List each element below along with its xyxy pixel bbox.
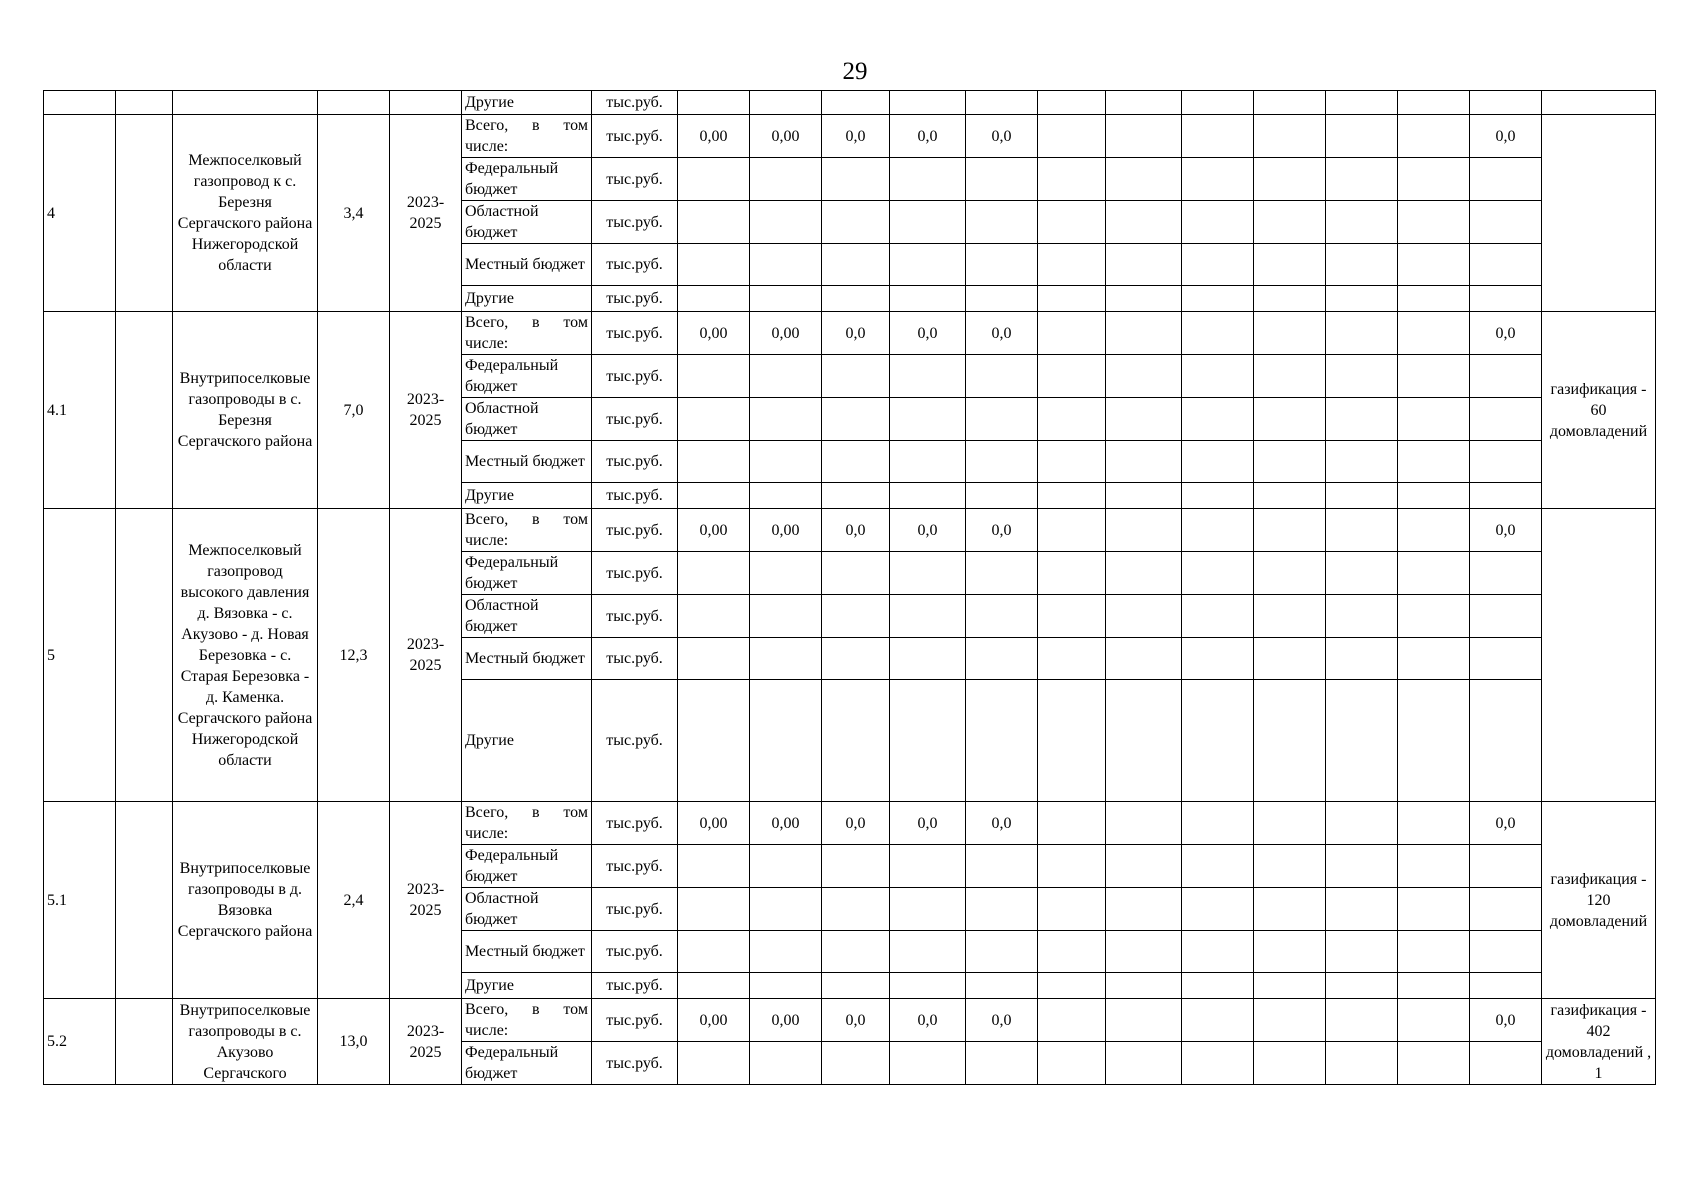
unit-cell: тыс.руб.: [592, 509, 678, 552]
value-cell-total: [1470, 680, 1542, 802]
unit-cell: тыс.руб.: [592, 973, 678, 999]
project-period: [390, 999, 462, 1085]
project-period: [390, 312, 462, 509]
value-cell: [890, 552, 966, 595]
value-cell-total: [1470, 845, 1542, 888]
value-cell: [822, 158, 890, 201]
value-cell: 0,00: [678, 999, 750, 1042]
value-cell: [966, 201, 1038, 244]
value-cell: [822, 638, 890, 680]
page-number: 29: [842, 58, 868, 85]
project-number: 5: [44, 509, 116, 802]
value-cell: [822, 1042, 890, 1085]
value-cell-total: 0,0: [1470, 999, 1542, 1042]
period-end: 2025: [409, 1043, 442, 1061]
source-cell: Местный бюджет: [462, 638, 592, 680]
value-cell: [966, 595, 1038, 638]
unit-cell: тыс.руб.: [592, 680, 678, 802]
value-cell-total: [1470, 355, 1542, 398]
value-cell: [678, 483, 750, 509]
period-end: 2025: [409, 902, 442, 919]
value-cell: 0,0: [966, 312, 1038, 355]
project-result: [1542, 509, 1656, 802]
value-cell: [678, 441, 750, 483]
source-cell: Областной бюджет: [462, 888, 592, 931]
value-cell: 0,0: [966, 509, 1038, 552]
value-cell: 0,00: [678, 115, 750, 158]
unit-cell: тыс.руб.: [592, 638, 678, 680]
value-cell-total: [1470, 201, 1542, 244]
project-number: 4.1: [44, 312, 116, 509]
value-cell: [678, 1042, 750, 1085]
project-length: 13,0: [318, 999, 390, 1085]
value-cell: [678, 158, 750, 201]
value-cell: [678, 845, 750, 888]
unit-cell: тыс.руб.: [592, 398, 678, 441]
value-cell: [966, 845, 1038, 888]
table-row: [44, 115, 1656, 158]
unit-cell: тыс.руб.: [592, 802, 678, 845]
source-cell: Всего, в том числе:: [462, 509, 592, 552]
project-number: 4: [44, 115, 116, 312]
value-cell-total: [1470, 638, 1542, 680]
value-cell: [822, 595, 890, 638]
value-cell-total: 0,0: [1470, 802, 1542, 845]
value-cell: [750, 888, 822, 931]
project-number: 5.1: [44, 802, 116, 999]
value-cell: 0,00: [678, 312, 750, 355]
value-cell: [678, 398, 750, 441]
value-cell: 0,0: [822, 509, 890, 552]
value-cell: 0,0: [966, 999, 1038, 1042]
value-cell: [890, 441, 966, 483]
value-cell: [822, 398, 890, 441]
source-cell: Федеральный бюджет: [462, 552, 592, 595]
value-cell: [966, 1042, 1038, 1085]
source-cell: Другие: [462, 483, 592, 509]
period-start: 2023-: [406, 194, 445, 211]
value-cell: [750, 973, 822, 999]
source-cell: Местный бюджет: [462, 931, 592, 973]
value-cell: [890, 973, 966, 999]
value-cell: [966, 680, 1038, 802]
value-cell: [678, 638, 750, 680]
value-cell: 0,0: [890, 115, 966, 158]
value-cell: [822, 973, 890, 999]
value-cell-total: [1470, 595, 1542, 638]
value-cell: [678, 680, 750, 802]
unit-cell: тыс.руб.: [592, 888, 678, 931]
value-cell-total: [1470, 158, 1542, 201]
value-cell: 0,0: [822, 312, 890, 355]
value-cell: [890, 638, 966, 680]
table-row: [44, 802, 1656, 845]
unit-cell: тыс.руб.: [592, 552, 678, 595]
project-period: [390, 509, 462, 802]
program-table: [43, 90, 1656, 1085]
unit-cell: тыс.руб.: [592, 91, 678, 115]
project-name: Внутрипоселковые газопроводы в д. Вязовка Сергачского района: [173, 802, 318, 999]
value-cell: [750, 286, 822, 312]
unit-cell: тыс.руб.: [592, 355, 678, 398]
value-cell-total: 0,0: [1470, 312, 1542, 355]
project-period: [390, 802, 462, 999]
value-cell: [966, 973, 1038, 999]
value-cell: [890, 398, 966, 441]
value-cell: [890, 845, 966, 888]
value-cell: [750, 483, 822, 509]
value-cell: 0,0: [966, 802, 1038, 845]
table-row: [44, 509, 1656, 552]
period-start: 2023-: [406, 391, 445, 408]
unit-cell: тыс.руб.: [592, 201, 678, 244]
value-cell: 0,0: [890, 999, 966, 1042]
source-cell: Федеральный бюджет: [462, 355, 592, 398]
value-cell: 0,00: [750, 115, 822, 158]
value-cell: [822, 931, 890, 973]
value-cell: [890, 888, 966, 931]
value-cell: [750, 1042, 822, 1085]
period-start: 2023-: [406, 881, 445, 898]
value-cell: [822, 355, 890, 398]
value-cell: [966, 638, 1038, 680]
period-end: 2025: [409, 412, 442, 429]
value-cell: [822, 552, 890, 595]
value-cell: [678, 931, 750, 973]
source-cell: Областной бюджет: [462, 201, 592, 244]
value-cell: 0,0: [890, 802, 966, 845]
value-cell: [750, 845, 822, 888]
period-start: 2023-: [406, 1022, 445, 1040]
unit-cell: тыс.руб.: [592, 158, 678, 201]
value-cell-total: [1470, 483, 1542, 509]
project-result: газификация - 60 домовладений: [1542, 312, 1656, 509]
value-cell: 0,00: [678, 509, 750, 552]
value-cell-total: [1470, 286, 1542, 312]
unit-cell: тыс.руб.: [592, 244, 678, 286]
project-length: 2,4: [318, 802, 390, 999]
table-row: [44, 91, 1656, 115]
value-cell: [966, 398, 1038, 441]
value-cell: [966, 286, 1038, 312]
value-cell: 0,00: [750, 509, 822, 552]
period-end: 2025: [409, 657, 442, 674]
value-cell: 0,0: [822, 115, 890, 158]
value-cell-total: [1470, 888, 1542, 931]
value-cell: [822, 441, 890, 483]
value-cell: [750, 595, 822, 638]
value-cell-total: [1470, 441, 1542, 483]
value-cell: [890, 1042, 966, 1085]
value-cell: [890, 286, 966, 312]
unit-cell: тыс.руб.: [592, 595, 678, 638]
project-number: 5.2: [44, 999, 116, 1085]
value-cell: [890, 483, 966, 509]
value-cell: [678, 244, 750, 286]
unit-cell: тыс.руб.: [592, 441, 678, 483]
source-cell: Всего, в том числе:: [462, 115, 592, 158]
value-cell: [966, 483, 1038, 509]
source-cell: Всего, в том числе:: [462, 999, 592, 1042]
unit-cell: тыс.руб.: [592, 931, 678, 973]
value-cell: [966, 441, 1038, 483]
project-result: газификация - 402 домовладений , 1: [1542, 999, 1656, 1085]
value-cell: [678, 286, 750, 312]
value-cell: 0,0: [822, 999, 890, 1042]
source-cell: Областной бюджет: [462, 398, 592, 441]
value-cell: [966, 244, 1038, 286]
value-cell: [890, 158, 966, 201]
value-cell: [750, 355, 822, 398]
value-cell: [678, 595, 750, 638]
value-cell-total: [1470, 931, 1542, 973]
table-row: [44, 312, 1656, 355]
value-cell: [678, 552, 750, 595]
value-cell: [750, 638, 822, 680]
source-cell: Областной бюджет: [462, 595, 592, 638]
project-period: [390, 115, 462, 312]
value-cell: [966, 552, 1038, 595]
source-cell: Другие: [462, 91, 592, 115]
value-cell: [966, 888, 1038, 931]
value-cell-total: 0,0: [1470, 509, 1542, 552]
project-name: Межпоселковый газопровод к с. Березня Сергачского района Нижегородской области: [173, 115, 318, 312]
value-cell-total: [1470, 244, 1542, 286]
table-row: [44, 999, 1656, 1042]
source-cell: Другие: [462, 286, 592, 312]
value-cell-total: [1470, 398, 1542, 441]
project-name: Внутрипоселковые газопроводы в с. Акузово Сергачского: [173, 999, 318, 1085]
source-cell: Другие: [462, 973, 592, 999]
value-cell: [890, 931, 966, 973]
value-cell: [822, 680, 890, 802]
source-cell: Федеральный бюджет: [462, 158, 592, 201]
value-cell: [750, 158, 822, 201]
unit-cell: тыс.руб.: [592, 999, 678, 1042]
value-cell: [750, 244, 822, 286]
value-cell: [750, 931, 822, 973]
value-cell: [890, 595, 966, 638]
value-cell: [890, 244, 966, 286]
project-result: газификация - 120 домовладений: [1542, 802, 1656, 999]
value-cell: [678, 888, 750, 931]
value-cell-total: 0,0: [1470, 115, 1542, 158]
project-length: 3,4: [318, 115, 390, 312]
project-name: Межпоселковый газопровод высокого давления д. Вязовка - с. Акузово - д. Новая Березовка - с. Старая Березовка - д. Каменка. Сергачского района Нижегородской области: [173, 509, 318, 802]
unit-cell: тыс.руб.: [592, 115, 678, 158]
value-cell: [822, 888, 890, 931]
project-length: 7,0: [318, 312, 390, 509]
source-cell: Другие: [462, 680, 592, 802]
unit-cell: тыс.руб.: [592, 483, 678, 509]
unit-cell: тыс.руб.: [592, 312, 678, 355]
value-cell: [822, 286, 890, 312]
value-cell: 0,00: [750, 999, 822, 1042]
unit-cell: тыс.руб.: [592, 286, 678, 312]
value-cell: 0,0: [822, 802, 890, 845]
value-cell: 0,0: [890, 509, 966, 552]
value-cell: [750, 552, 822, 595]
value-cell: [750, 201, 822, 244]
value-cell: [750, 441, 822, 483]
period-end: 2025: [409, 215, 442, 232]
source-cell: Федеральный бюджет: [462, 1042, 592, 1085]
value-cell: 0,00: [750, 802, 822, 845]
value-cell: 0,00: [678, 802, 750, 845]
value-cell: [822, 845, 890, 888]
value-cell: [966, 931, 1038, 973]
value-cell-total: [1470, 1042, 1542, 1085]
value-cell: [822, 244, 890, 286]
value-cell: [678, 355, 750, 398]
value-cell: [890, 680, 966, 802]
value-cell: 0,0: [966, 115, 1038, 158]
project-result: [1542, 115, 1656, 312]
value-cell: 0,0: [890, 312, 966, 355]
source-cell: Всего, в том числе:: [462, 312, 592, 355]
source-cell: Местный бюджет: [462, 244, 592, 286]
value-cell-total: [1470, 973, 1542, 999]
value-cell: [966, 355, 1038, 398]
project-length: 12,3: [318, 509, 390, 802]
source-cell: Федеральный бюджет: [462, 845, 592, 888]
value-cell: [678, 973, 750, 999]
value-cell: [890, 355, 966, 398]
value-cell: [678, 201, 750, 244]
value-cell: 0,00: [750, 312, 822, 355]
value-cell: [822, 201, 890, 244]
value-cell: [750, 680, 822, 802]
source-cell: Всего, в том числе:: [462, 802, 592, 845]
period-start: 2023-: [406, 636, 445, 653]
project-name: Внутрипоселковые газопроводы в с. Березня Сергачского района: [173, 312, 318, 509]
value-cell: [750, 398, 822, 441]
unit-cell: тыс.руб.: [592, 1042, 678, 1085]
value-cell: [890, 201, 966, 244]
source-cell: Местный бюджет: [462, 441, 592, 483]
value-cell-total: [1470, 552, 1542, 595]
value-cell: [822, 483, 890, 509]
value-cell: [966, 158, 1038, 201]
unit-cell: тыс.руб.: [592, 845, 678, 888]
